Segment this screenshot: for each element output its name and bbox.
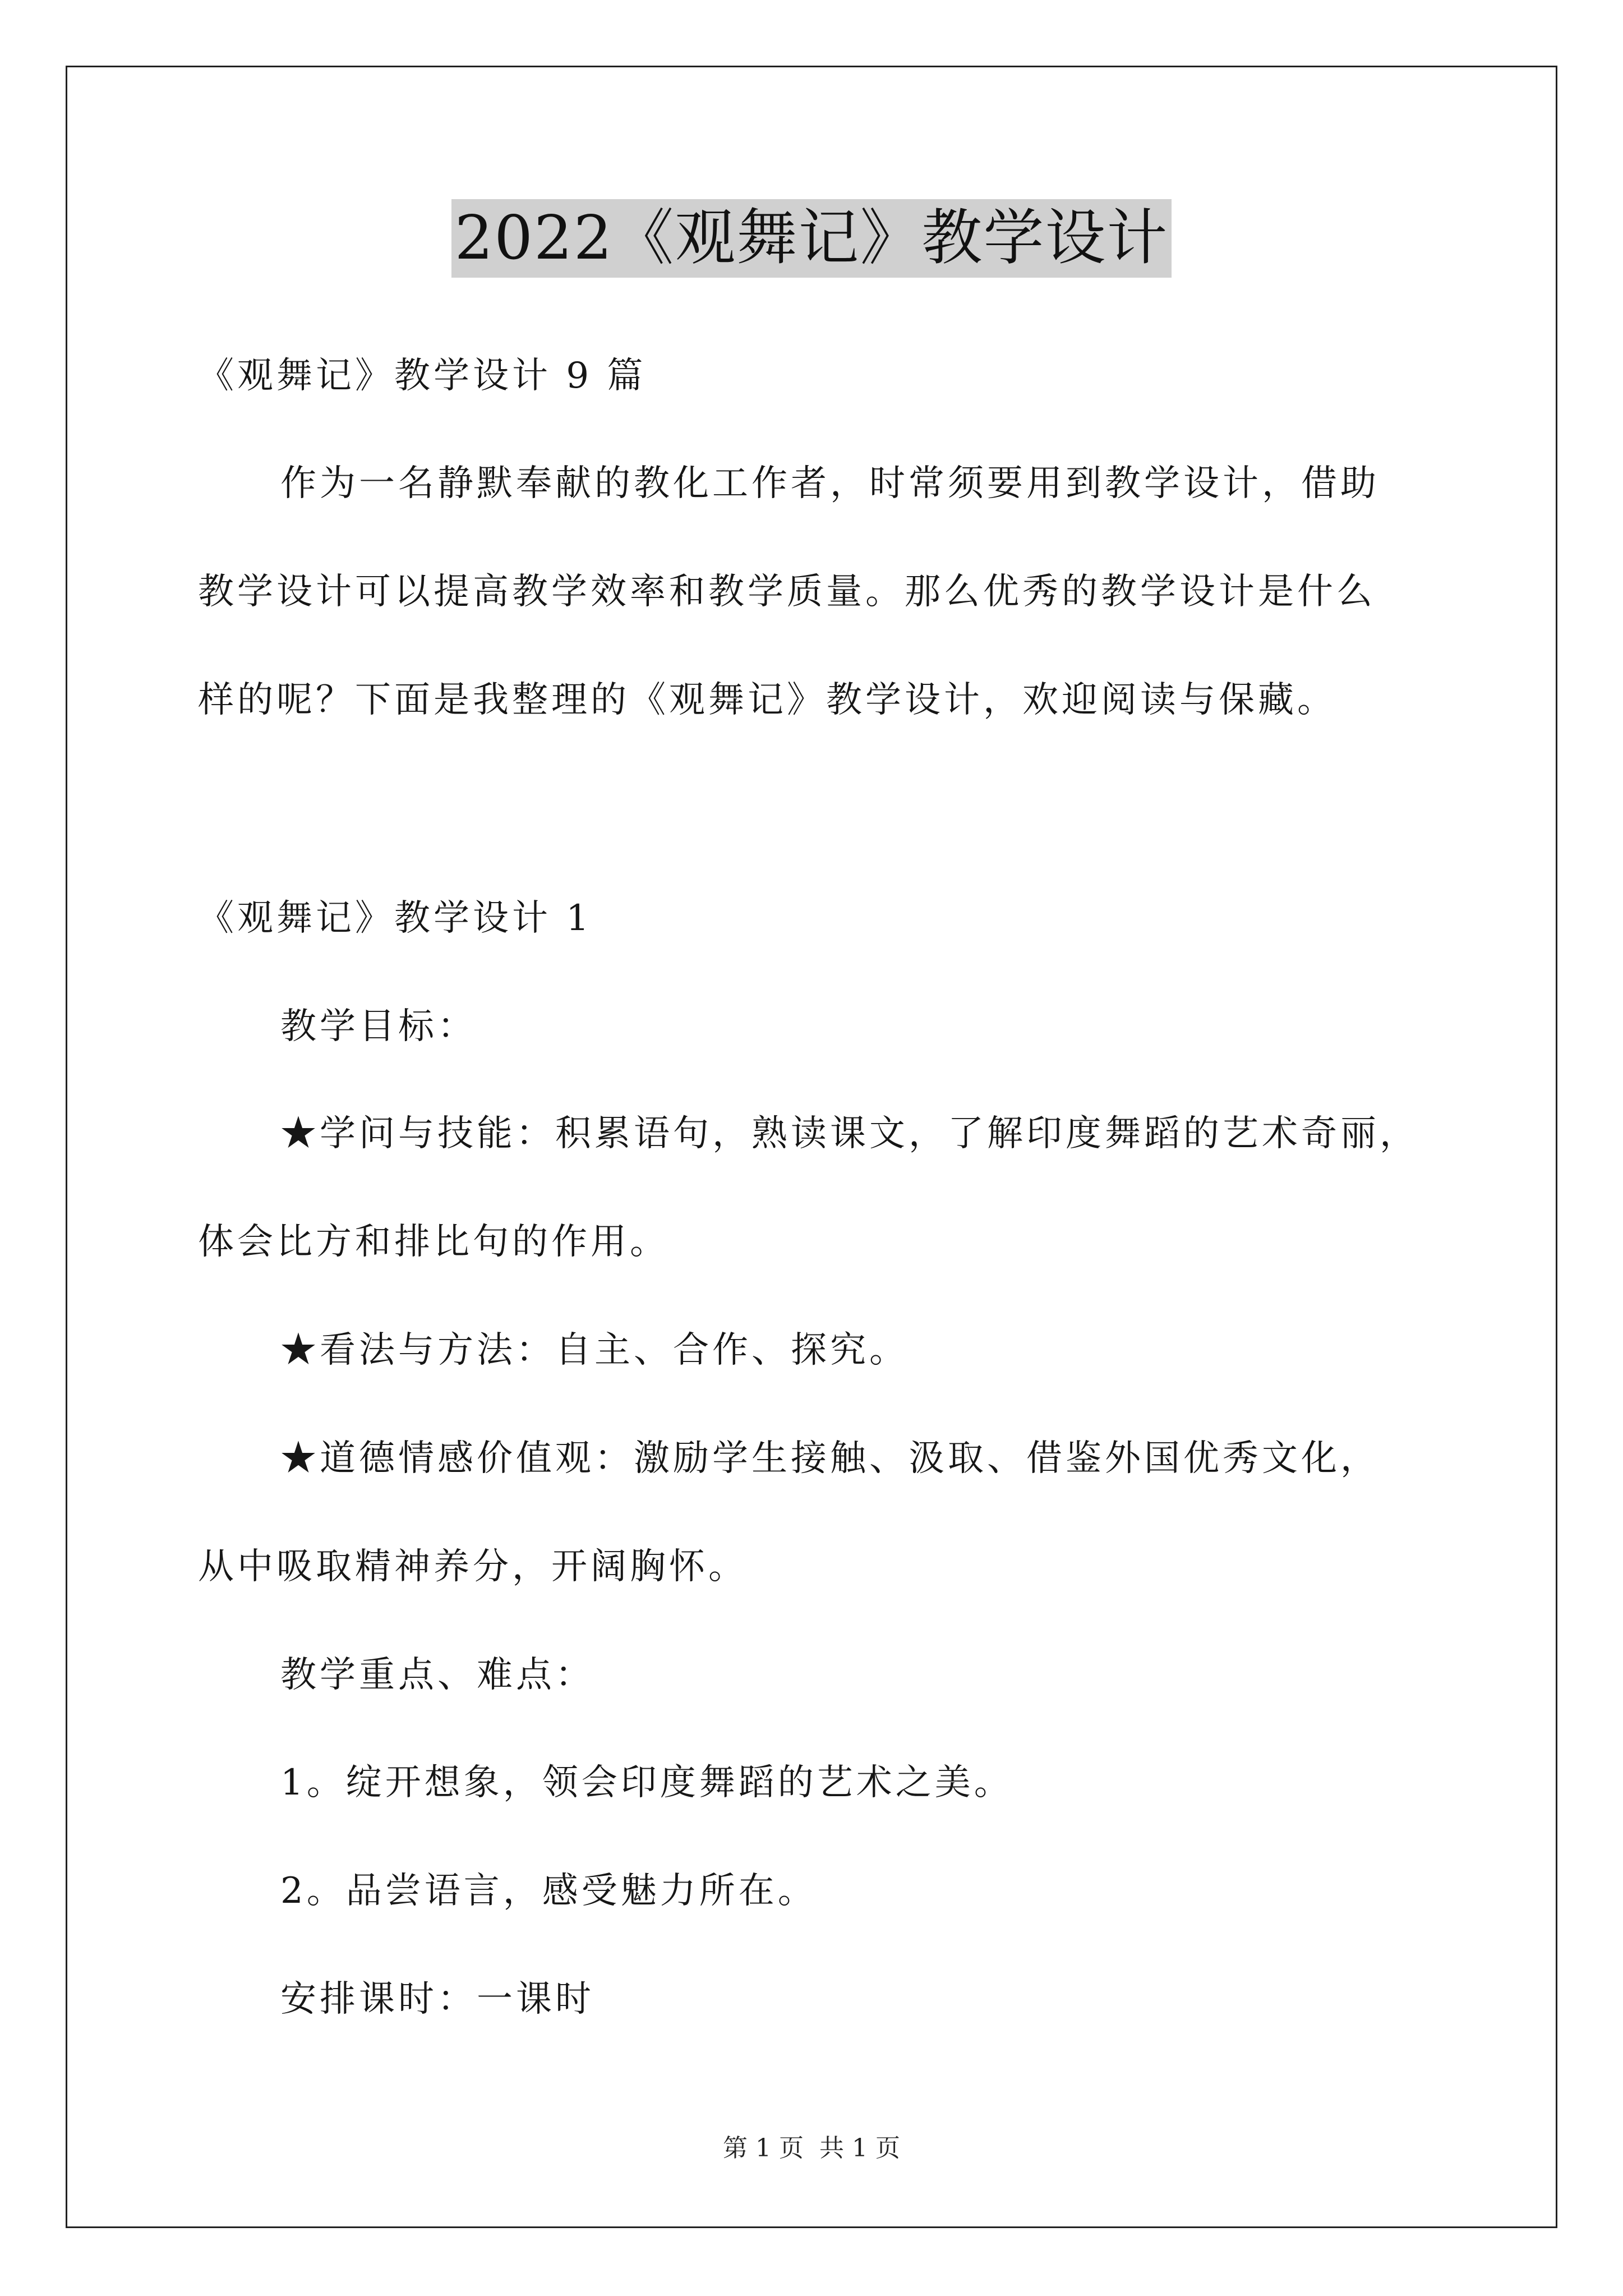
intro-paragraph-line-3: 样的呢？下面是我整理的《观舞记》教学设计，欢迎阅读与保藏。 <box>198 679 1336 721</box>
document-subtitle: 《观舞记》教学设计 9 篇 <box>198 355 647 397</box>
page-number: 第 1 页 <box>723 2134 804 2162</box>
key-points-heading: 教学重点、难点： <box>280 1654 594 1696</box>
intro-paragraph-line-1: 作为一名静默奉献的教化工作者，时常须要用到教学设计，借助 <box>280 463 1380 504</box>
key-point-1: 1。绽开想象，领会印度舞蹈的艺术之美。 <box>280 1762 1013 1803</box>
teaching-goals-heading: 教学目标： <box>280 1006 477 1047</box>
goal-values-line-2: 从中吸取精神养分，开阔胸怀。 <box>198 1546 748 1588</box>
page-total: 共 1 页 <box>819 2134 900 2162</box>
page-footer <box>0 2132 1623 2165</box>
key-point-2: 2。品尝语言，感受魅力所在。 <box>280 1870 817 1912</box>
goal-knowledge-line-2: 体会比方和排比句的作用。 <box>198 1221 669 1263</box>
goal-values-line-1: ★道德情感价值观：激励学生接触、汲取、借鉴外国优秀文化， <box>280 1438 1380 1479</box>
class-schedule: 安排课时：一课时 <box>280 1978 594 2020</box>
intro-paragraph-line-2: 教学设计可以提高教学效率和教学质量。那么优秀的教学设计是什么 <box>198 571 1376 613</box>
goal-method: ★看法与方法：自主、合作、探究。 <box>280 1329 909 1371</box>
goal-knowledge-line-1: ★学问与技能：积累语句，熟读课文，了解印度舞蹈的艺术奇丽， <box>280 1113 1419 1154</box>
section-heading: 《观舞记》教学设计 1 <box>198 898 593 939</box>
document-title: 2022《观舞记》教学设计 <box>451 199 1172 278</box>
title-container <box>0 199 1623 278</box>
